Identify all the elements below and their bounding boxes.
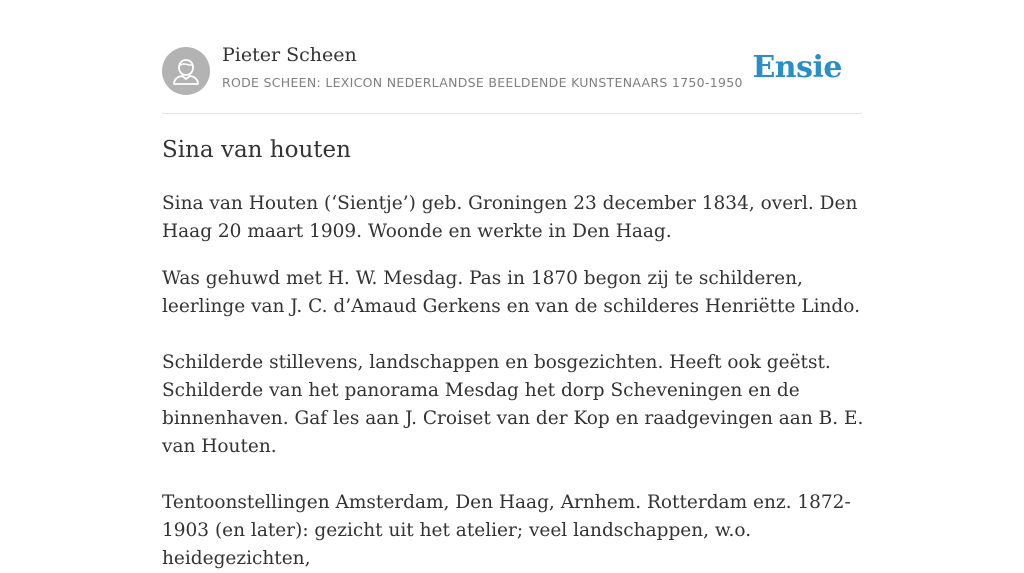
author-avatar[interactable] (162, 47, 210, 95)
article-header (162, 0, 862, 114)
paragraph-break (162, 321, 874, 349)
paragraph-break (162, 461, 874, 489)
article-paragraph: Was gehuwd met H. W. Mesdag. Pas in 1870 begon zij te schilderen, leerlinge van J. C. d’Amaud Gerkens en van de schilderes Henriëtte Lindo. (162, 268, 860, 317)
article-paragraph: Schilderde stillevens, landschappen en bosgezichten. Heeft ook geëtst. Schilderde van het panorama Mesdag het dorp Scheveningen en de binnenhaven. Gaf les aan J. Croiset van der Kop en raadgevingen aan B. E. van Houten. (162, 352, 864, 457)
ensie-logo[interactable]: Ensie (752, 50, 842, 85)
page (162, 0, 864, 569)
user-silhouette-icon (162, 47, 210, 95)
article-paragraph: Sina van Houten (‘Sientje’) geb. Groningen 23 december 1834, overl. Den Haag 20 maart 1909. Woonde en werkte in Den Haag. (162, 193, 858, 242)
author-name[interactable]: Pieter Scheen (222, 44, 357, 66)
article-body (162, 190, 874, 573)
article-paragraph: Tentoonstellingen Amsterdam, Den Haag, Arnhem. Rotterdam enz. 1872-1903 (en later): gezicht uit het atelier; veel landschappen, w.o. heidegezichten, (162, 492, 851, 569)
article-title: Sina van houten (162, 137, 351, 163)
source-title[interactable]: RODE SCHEEN: LEXICON NEDERLANDSE BEELDENDE KUNSTENAARS 1750-1950 (222, 75, 743, 90)
